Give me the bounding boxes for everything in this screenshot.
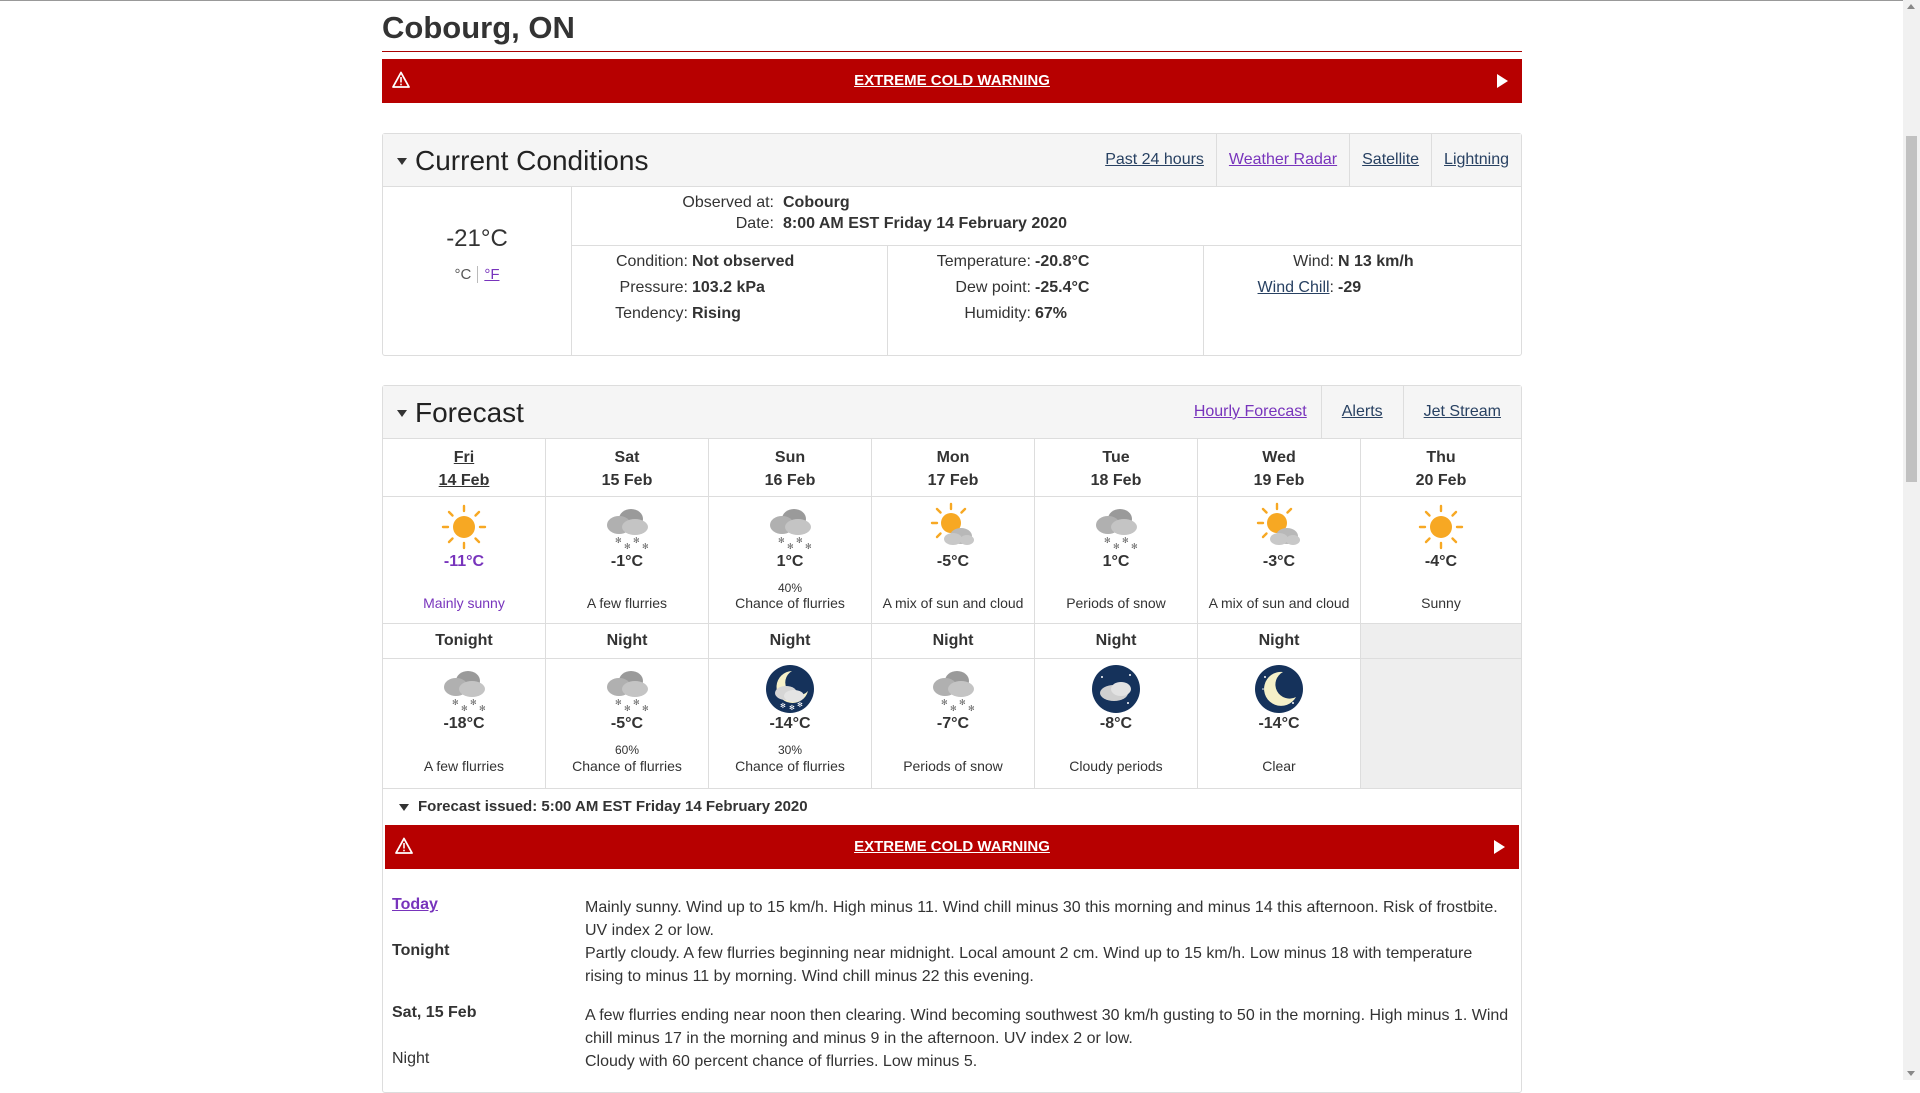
wind-chill-value: -29: [1338, 279, 1362, 296]
conditions-column-3: [1204, 246, 1521, 355]
humidity-label: Humidity:: [964, 305, 1031, 322]
svg-text:✻: ✻: [787, 542, 794, 551]
page-top-border: [0, 0, 1920, 1]
forecast-header[interactable]: [383, 386, 1521, 439]
svg-text:✻: ✻: [615, 536, 622, 545]
forecast-day-name: Sun: [774, 449, 806, 466]
moon-snow-icon: [764, 663, 816, 715]
forecast-day-header: [1198, 439, 1361, 497]
forecast-day-summary: Periods of snow: [1066, 595, 1166, 611]
forecast-day-cell: [1361, 497, 1521, 624]
svg-text:✻: ✻: [950, 704, 957, 713]
forecast-night-header: [1035, 624, 1198, 659]
vertical-scrollbar[interactable]: [1903, 0, 1920, 1080]
forecast-night-header: [383, 624, 546, 659]
svg-text:✻: ✻: [1122, 536, 1129, 545]
forecast-day-name: Fri: [453, 449, 475, 466]
snow-cloud-icon: [764, 501, 816, 553]
forecast-night-pop: 60%: [614, 743, 640, 757]
forecast-night-cell: [546, 659, 709, 789]
warning-banner-top[interactable]: [382, 59, 1522, 103]
forecast-day-cell: [383, 497, 546, 624]
forecast-day-header: [546, 439, 709, 497]
current-temperature: -21°C: [446, 225, 508, 252]
link-lightning[interactable]: Lightning: [1431, 134, 1521, 186]
svg-text:✻: ✻: [452, 698, 459, 707]
forecast-day-date: 18 Feb: [1090, 472, 1142, 489]
date-label: Date:: [735, 215, 774, 232]
svg-text:✻: ✻: [805, 542, 812, 551]
forecast-day-header: [872, 439, 1035, 497]
period-text: Partly cloudy. A few flurries beginning near midnight. Local amount 2 cm. Wind up to 15 km/h. Low minus 18 with temperature rising to minus 11 by morning. Wind chill minus 22 this evening.: [585, 945, 1473, 985]
svg-text:✻: ✻: [470, 698, 477, 707]
forecast-panel: [382, 385, 1522, 1093]
forecast-day-summary: Sunny: [1421, 595, 1461, 611]
forecast-night-summary: Cloudy periods: [1069, 758, 1163, 774]
forecast-night-label: Night: [932, 632, 974, 649]
forecast-issued[interactable]: [399, 798, 808, 815]
moon-clear-icon: [1253, 663, 1305, 715]
current-temperature-box: [383, 187, 572, 355]
warning-link[interactable]: EXTREME COLD WARNING: [854, 838, 1050, 855]
scroll-down-arrow-icon[interactable]: [1907, 1071, 1915, 1076]
conditions-column-2: [888, 246, 1204, 355]
forecast-empty-cell: [1361, 659, 1521, 789]
forecast-night-label: Night: [606, 632, 648, 649]
current-conditions-heading: Current Conditions: [415, 145, 649, 176]
observation-details: [572, 187, 1521, 355]
period-label: Night: [392, 1050, 430, 1067]
forecast-night-summary: Clear: [1262, 758, 1296, 774]
forecast-day-cell: [709, 497, 872, 624]
conditions-column-1: [572, 246, 888, 355]
forecast-night-temp: -14°C: [769, 715, 811, 732]
svg-text:✻: ✻: [778, 536, 785, 545]
forecast-night-temp: -18°C: [443, 715, 485, 732]
svg-text:✻: ✻: [1131, 542, 1138, 551]
temperature-value: -20.8°C: [1035, 253, 1090, 270]
forecast-day-name: Wed: [1262, 449, 1296, 466]
forecast-night-label: Night: [1258, 632, 1300, 649]
forecast-night-header: [872, 624, 1035, 659]
forecast-night-temp: -5°C: [610, 715, 644, 732]
tendency-value: Rising: [692, 305, 741, 322]
forecast-night-summary: Chance of flurries: [735, 758, 845, 774]
period-text: Mainly sunny. Wind up to 15 km/h. High minus 11. Wind chill minus 30 this morning and minus 14 this afternoon. Risk of frostbite. UV index 2 or low.: [585, 899, 1498, 939]
sun-icon: [1415, 501, 1467, 553]
svg-text:✻: ✻: [624, 542, 631, 551]
svg-text:✻: ✻: [796, 536, 803, 545]
forecast-day-header[interactable]: [383, 439, 546, 497]
unit-celsius: °C: [454, 266, 478, 283]
link-past-24-hours[interactable]: Past 24 hours: [1105, 151, 1204, 168]
forecast-night-temp: -8°C: [1099, 715, 1133, 732]
forecast-day-summary: Mainly sunny: [423, 595, 505, 611]
unit-toggle: [383, 266, 571, 283]
tendency-label: Tendency:: [615, 305, 688, 322]
forecast-day-cell: [546, 497, 709, 624]
forecast-day-cell: [1035, 497, 1198, 624]
forecast-night-pop: 30%: [777, 743, 803, 757]
warning-banner-forecast[interactable]: [385, 825, 1519, 869]
svg-text:✻: ✻: [642, 542, 649, 551]
scroll-up-arrow-icon[interactable]: [1907, 4, 1915, 9]
svg-text:✻: ✻: [642, 704, 649, 713]
forecast-heading: Forecast: [415, 397, 524, 428]
observation-header: [572, 187, 1521, 246]
wind-label: Wind:: [1293, 253, 1334, 270]
humidity-value: 67%: [1035, 305, 1068, 322]
svg-text:✻: ✻: [959, 698, 966, 707]
dewpoint-value: -25.4°C: [1035, 279, 1090, 296]
sun-cloud-icon: [1253, 501, 1305, 553]
forecast-night-summary: A few flurries: [423, 758, 505, 774]
forecast-day-name: Thu: [1426, 449, 1456, 466]
warning-link[interactable]: EXTREME COLD WARNING: [854, 72, 1050, 89]
forecast-night-label: Night: [1095, 632, 1137, 649]
forecast-day-header: [1361, 439, 1521, 497]
pressure-value: 103.2 kPa: [692, 279, 765, 296]
forecast-links: [1182, 386, 1521, 438]
forecast-night-summary: Chance of flurries: [572, 758, 682, 774]
forecast-day-date: 19 Feb: [1253, 472, 1305, 489]
forecast-day-pop: 40%: [777, 581, 803, 595]
forecast-empty-cell: [1361, 624, 1521, 659]
date-value: 8:00 AM EST Friday 14 February 2020: [783, 215, 1067, 232]
svg-text:✻: ✻: [968, 704, 975, 713]
link-weather-radar[interactable]: Weather Radar: [1216, 134, 1349, 186]
svg-text:✻: ✻: [780, 702, 786, 710]
page-title: Cobourg, ON: [382, 10, 575, 45]
current-conditions-header[interactable]: [383, 134, 1521, 187]
forecast-day-temp: 1°C: [776, 553, 804, 570]
svg-text:✻: ✻: [633, 536, 640, 545]
forecast-day-temp: -5°C: [936, 553, 970, 570]
forecast-day-cell: [1198, 497, 1361, 624]
wind-chill-colon: :: [1329, 279, 1334, 296]
forecast-night-cell: [872, 659, 1035, 789]
play-arrow-icon: [1494, 840, 1505, 854]
title-divider: [382, 51, 1522, 52]
dewpoint-label: Dew point:: [955, 279, 1031, 296]
snow-cloud-icon: [601, 501, 653, 553]
current-conditions-panel: [382, 133, 1522, 356]
snow-cloud-icon: [438, 663, 490, 715]
link-hourly-forecast[interactable]: Hourly Forecast: [1193, 403, 1307, 420]
sun-cloud-icon: [927, 501, 979, 553]
collapse-caret-icon[interactable]: [397, 410, 407, 417]
condition-value: Not observed: [692, 253, 795, 270]
svg-text:✻: ✻: [615, 698, 622, 707]
forecast-day-date: 20 Feb: [1415, 472, 1467, 489]
collapse-caret-icon[interactable]: [397, 158, 407, 165]
link-jet-stream[interactable]: Jet Stream: [1403, 386, 1521, 438]
forecast-day-date: 17 Feb: [927, 472, 979, 489]
forecast-day-summary: Chance of flurries: [735, 595, 845, 611]
forecast-night-cell: [383, 659, 546, 789]
wind-value: N 13 km/h: [1338, 253, 1414, 270]
forecast-day-date: 14 Feb: [438, 472, 490, 489]
forecast-night-header: [709, 624, 872, 659]
temperature-label: Temperature:: [936, 253, 1031, 270]
forecast-day-temp: -1°C: [610, 553, 644, 570]
forecast-day-temp: -3°C: [1262, 553, 1296, 570]
forecast-day-temp: 1°C: [1102, 553, 1130, 570]
period-label: Tonight: [392, 942, 450, 959]
forecast-night-summary: Periods of snow: [903, 758, 1003, 774]
play-arrow-icon: [1497, 74, 1508, 88]
forecast-day-temp: -4°C: [1424, 553, 1458, 570]
svg-text:✻: ✻: [633, 698, 640, 707]
period-label: Sat, 15 Feb: [392, 1004, 477, 1021]
forecast-night-temp: -7°C: [936, 715, 970, 732]
forecast-day-date: 15 Feb: [601, 472, 653, 489]
condition-label: Condition:: [615, 253, 688, 270]
forecast-night-cell: [1198, 659, 1361, 789]
svg-text:✻: ✻: [789, 704, 795, 712]
forecast-night-header: [546, 624, 709, 659]
svg-text:✻: ✻: [479, 704, 486, 713]
scrollbar-thumb[interactable]: [1906, 136, 1917, 482]
forecast-day-date: 16 Feb: [764, 472, 816, 489]
svg-text:✻: ✻: [797, 701, 803, 709]
current-conditions-links: [1093, 134, 1521, 186]
observed-at-value: Cobourg: [783, 194, 850, 211]
forecast-night-cell: [709, 659, 872, 789]
forecast-day-summary: A mix of sun and cloud: [1208, 595, 1350, 611]
snow-cloud-icon: [927, 663, 979, 715]
expand-caret-icon[interactable]: [399, 804, 409, 811]
period-text: Cloudy with 60 percent chance of flurries. Low minus 5.: [585, 1053, 978, 1070]
snow-cloud-icon: [601, 663, 653, 715]
forecast-night-header: [1198, 624, 1361, 659]
forecast-night-label: Night: [769, 632, 811, 649]
forecast-issued-text: Forecast issued: 5:00 AM EST Friday 14 February 2020: [418, 798, 808, 815]
forecast-night-label: Tonight: [435, 632, 493, 649]
forecast-day-cell: [872, 497, 1035, 624]
forecast-day-temp: -11°C: [443, 553, 485, 570]
forecast-day-summary: A mix of sun and cloud: [882, 595, 1024, 611]
period-today-link[interactable]: Today: [392, 896, 438, 913]
forecast-day-header: [1035, 439, 1198, 497]
svg-text:✻: ✻: [1113, 542, 1120, 551]
observed-at-label: Observed at:: [682, 194, 774, 211]
forecast-day-header: [709, 439, 872, 497]
forecast-night-cell: [1035, 659, 1198, 789]
snow-cloud-icon: [1090, 501, 1142, 553]
forecast-day-name: Mon: [936, 449, 970, 466]
unit-fahrenheit-link[interactable]: °F: [484, 266, 500, 283]
svg-text:✻: ✻: [461, 704, 468, 713]
moon-cloud-icon: [1090, 663, 1142, 715]
period-text: A few flurries ending near noon then clearing. Wind becoming southwest 30 km/h gusting to 50 in the morning. High minus 1. Wind chill minus 17 in the morning and minus 9 in the afternoon. UV index 2 or low.: [585, 1007, 1509, 1047]
wind-chill-link[interactable]: Wind Chill: [1257, 279, 1330, 296]
pressure-label: Pressure:: [619, 279, 688, 296]
svg-text:✻: ✻: [624, 704, 631, 713]
forecast-night-temp: -14°C: [1258, 715, 1300, 732]
forecast-day-summary: A few flurries: [586, 595, 668, 611]
link-satellite[interactable]: Satellite: [1349, 134, 1431, 186]
sun-icon: [438, 501, 490, 553]
svg-text:✻: ✻: [1104, 536, 1111, 545]
link-alerts[interactable]: Alerts: [1321, 386, 1403, 438]
forecast-day-name: Sat: [614, 449, 640, 466]
svg-text:✻: ✻: [941, 698, 948, 707]
forecast-day-name: Tue: [1102, 449, 1130, 466]
